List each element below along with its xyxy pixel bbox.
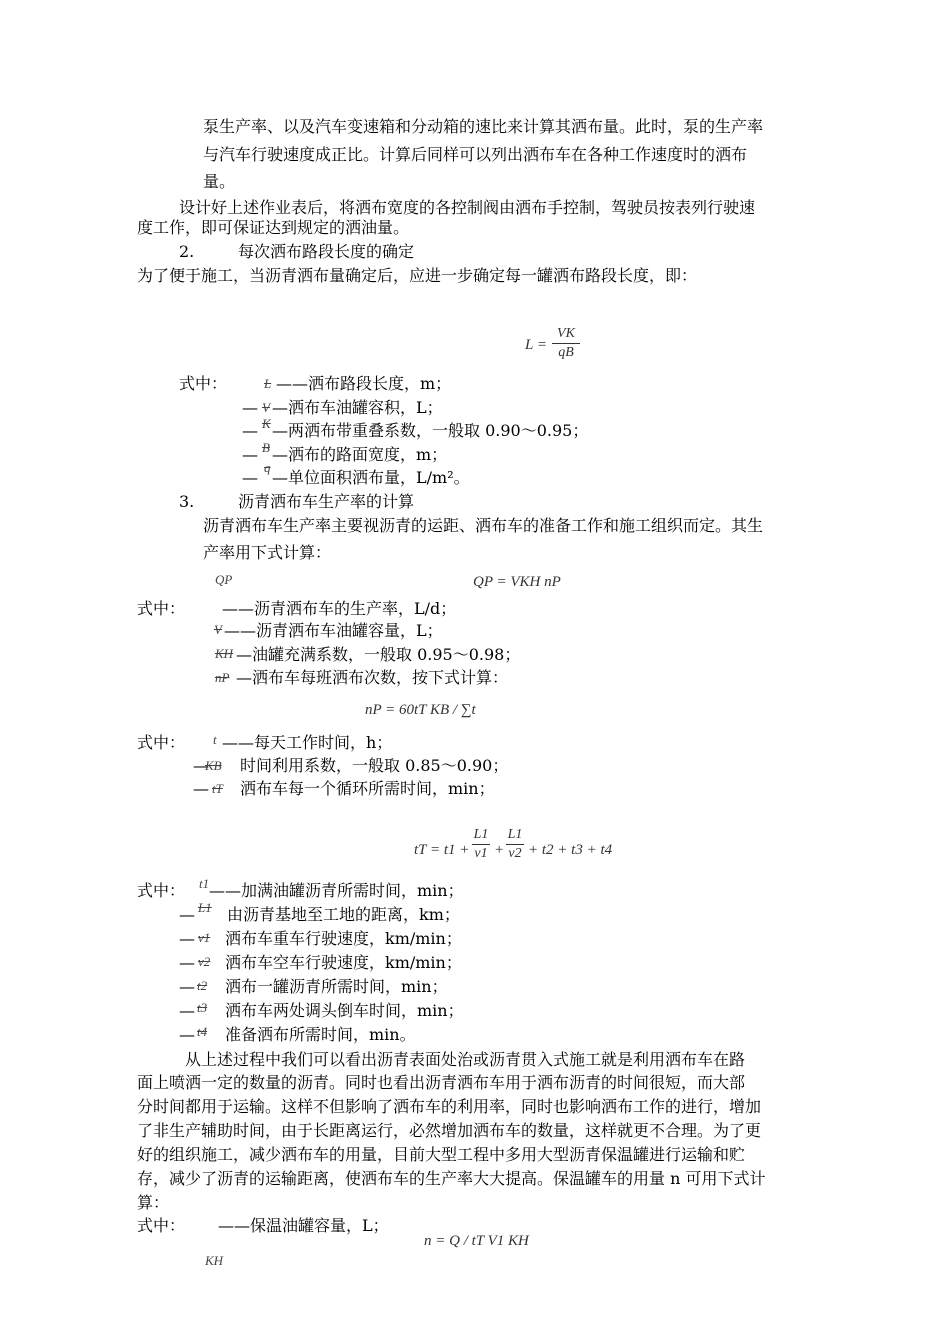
formula-L-fraction <box>552 325 580 362</box>
def-dash: — <box>193 756 209 775</box>
section-3-heading: 沥青洒布车生产率的计算 <box>238 492 415 511</box>
section-3-number: 3. <box>179 492 195 511</box>
kh-symbol: KH <box>205 1253 224 1268</box>
section-3-where-label-2: 式中： <box>137 733 186 752</box>
def-symbol-nP: nP <box>215 670 230 685</box>
def-text-t3: 洒布车两处调头倒车时间，min； <box>225 1001 464 1020</box>
def-symbol-q: q <box>264 460 271 475</box>
final-where-label: 式中： <box>137 1216 186 1235</box>
section-2-heading: 每次洒布路段长度的确定 <box>238 242 415 261</box>
paragraph-1-line-3: 量。 <box>203 172 236 191</box>
def-text-t4: 准备洒布所需时间，min。 <box>225 1025 416 1044</box>
paragraph-1-line-1: 泵生产率、以及汽车变速箱和分动箱的速比来计算其洒布量。此时，泵的生产率 <box>203 117 764 136</box>
def-dash: — <box>242 468 258 487</box>
paragraph-3-line-6: 存，减少了沥青的运输距离，使洒布车的生产率大大提高。保温罐车的用量 n 可用下式计 <box>137 1169 766 1188</box>
def-symbol-V: V <box>262 400 270 415</box>
def-text-v2: 洒布车空车行驶速度，km/min； <box>225 953 462 972</box>
paragraph-1-line-2: 与汽车行驶速度成正比。计算后同样可以列出洒布车在各种工作速度时的洒布 <box>203 145 748 164</box>
fraction-1-denominator: v1 <box>474 846 488 861</box>
def-symbol-v1: v1 <box>198 930 211 945</box>
final-def-text: ——保温油罐容量，L； <box>218 1216 389 1235</box>
def-text-qp: ——沥青洒布车的生产率，L/d； <box>222 599 457 618</box>
def-dash: — <box>179 1025 195 1044</box>
paragraph-3-line-3: 分时间都用于运输。这样不但影响了洒布车的利用率，同时也影响洒布工作的进行，增加 <box>137 1097 762 1116</box>
section-3-intro-line-1: 沥青洒布车生产率主要视沥青的运距、洒布车的准备工作和施工组织而定。其生 <box>203 516 764 535</box>
def-dash: — <box>179 977 195 996</box>
def-text-V: —洒布车油罐容积，L； <box>272 398 443 417</box>
formula-tT-fraction-2 <box>506 826 524 863</box>
def-symbol-KH: KH <box>215 646 234 661</box>
def-symbol-L1: L1 <box>198 900 212 915</box>
def-symbol-KB: KB <box>205 758 222 773</box>
def-symbol-t3: t3 <box>197 1000 208 1015</box>
def-text-q: —单位面积洒布量，L/m²。 <box>272 468 470 487</box>
def-symbol-tT: tT <box>212 781 223 796</box>
section-2-intro: 为了便于施工，当沥青洒布量确定后，应进一步确定每一罐洒布路段长度，即： <box>137 266 698 285</box>
def-dash: — <box>242 445 258 464</box>
paragraph-3-line-4: 了非生产辅助时间，由于长距离运行，必然增加洒布车的数量，这样就更不合理。为了更 <box>137 1121 762 1140</box>
def-text-tT: 洒布车每一个循环所需时间，min； <box>240 779 495 798</box>
def-text-t1: ——加满油罐沥青所需时间，min； <box>209 881 464 900</box>
def-symbol-V: V <box>214 622 222 637</box>
def-text-KH: —油罐充满系数，一般取 0.95～0.98； <box>236 645 521 664</box>
formula-L-denominator: qB <box>558 345 574 360</box>
def-text-nP: —洒布车每班洒布次数，按下式计算： <box>236 668 509 687</box>
def-dash: — <box>179 929 195 948</box>
section-2-number: 2. <box>179 242 195 261</box>
section-3-where-label-3: 式中： <box>137 881 186 900</box>
paragraph-2-line-2: 度工作，即可保证达到规定的洒油量。 <box>137 218 410 237</box>
formula-n: n = Q / tT V1 KH <box>424 1233 529 1249</box>
section-3-intro-line-2: 产率用下式计算： <box>203 543 332 562</box>
formula-tT-rhs: + t2 + t3 + t4 <box>528 842 613 858</box>
formula-tT-plus: + <box>494 842 505 858</box>
def-text-V: ——沥青洒布车油罐容量，L； <box>224 621 443 640</box>
def-dash: — <box>179 953 195 972</box>
def-text-v1: 洒布车重车行驶速度，km/min； <box>225 929 462 948</box>
formula-tT-lhs: tT = t1 + <box>414 842 470 858</box>
def-text-B: —洒布的路面宽度，m； <box>272 445 448 464</box>
formula-L-lhs: L = <box>525 337 547 353</box>
def-symbol-B: B <box>262 440 270 455</box>
formula-np: nP = 60tT KB / ∑t <box>365 702 476 718</box>
def-dash: — <box>193 779 209 798</box>
section-2-where-label: 式中： <box>179 374 228 393</box>
paragraph-3-line-5: 好的组织施工，减少洒布车的用量，目前大型工程中多用大型沥青保温罐进行运输和贮 <box>137 1145 746 1164</box>
formula-tT-fraction-1 <box>472 826 490 863</box>
fraction-2-denominator: v2 <box>508 846 522 861</box>
def-text-KB: 时间利用系数，一般取 0.85～0.90； <box>240 756 509 775</box>
formula-qp: QP = VKH nP <box>473 574 561 590</box>
def-symbol-t1: t1 <box>199 876 210 891</box>
def-symbol-t: t <box>213 732 217 747</box>
formula-L-numerator: VK <box>557 326 575 341</box>
paragraph-3-line-1: 从上述过程中我们可以看出沥青表面处治或沥青贯入式施工就是利用洒布车在路 <box>185 1050 746 1069</box>
def-symbol-L: L <box>264 376 272 391</box>
def-symbol-t4: t4 <box>197 1024 208 1039</box>
paragraph-3-line-7: 算： <box>137 1193 170 1212</box>
paragraph-2-line-1: 设计好上述作业表后，将洒布宽度的各控制阀由洒布手控制，驾驶员按表列行驶速 <box>179 198 756 217</box>
def-text-L: ——洒布路段长度，m； <box>276 374 452 393</box>
fraction-2-numerator: L1 <box>507 827 523 842</box>
def-text-L1: 由沥青基地至工地的距离，km； <box>227 905 460 924</box>
def-text-K: —两洒布带重叠系数，一般取 0.90～0.95； <box>272 421 589 440</box>
qp-symbol: QP <box>215 572 233 587</box>
def-symbol-v2: v2 <box>198 954 211 969</box>
def-symbol-K: K <box>262 416 271 431</box>
def-text-t: ——每天工作时间，h； <box>222 733 393 752</box>
section-3-where-label: 式中： <box>137 599 186 618</box>
def-dash: — <box>242 421 258 440</box>
paragraph-3-line-2: 面上喷洒一定的数量的沥青。同时也看出沥青洒布车用于洒布沥青的时间很短，而大部 <box>137 1073 746 1092</box>
def-symbol-t2: t2 <box>197 978 208 993</box>
def-dash: — <box>242 398 258 417</box>
fraction-1-numerator: L1 <box>473 827 489 842</box>
def-text-t2: 洒布一罐沥青所需时间，min； <box>225 977 448 996</box>
def-dash: — <box>179 1001 195 1020</box>
def-dash: — <box>179 905 195 924</box>
